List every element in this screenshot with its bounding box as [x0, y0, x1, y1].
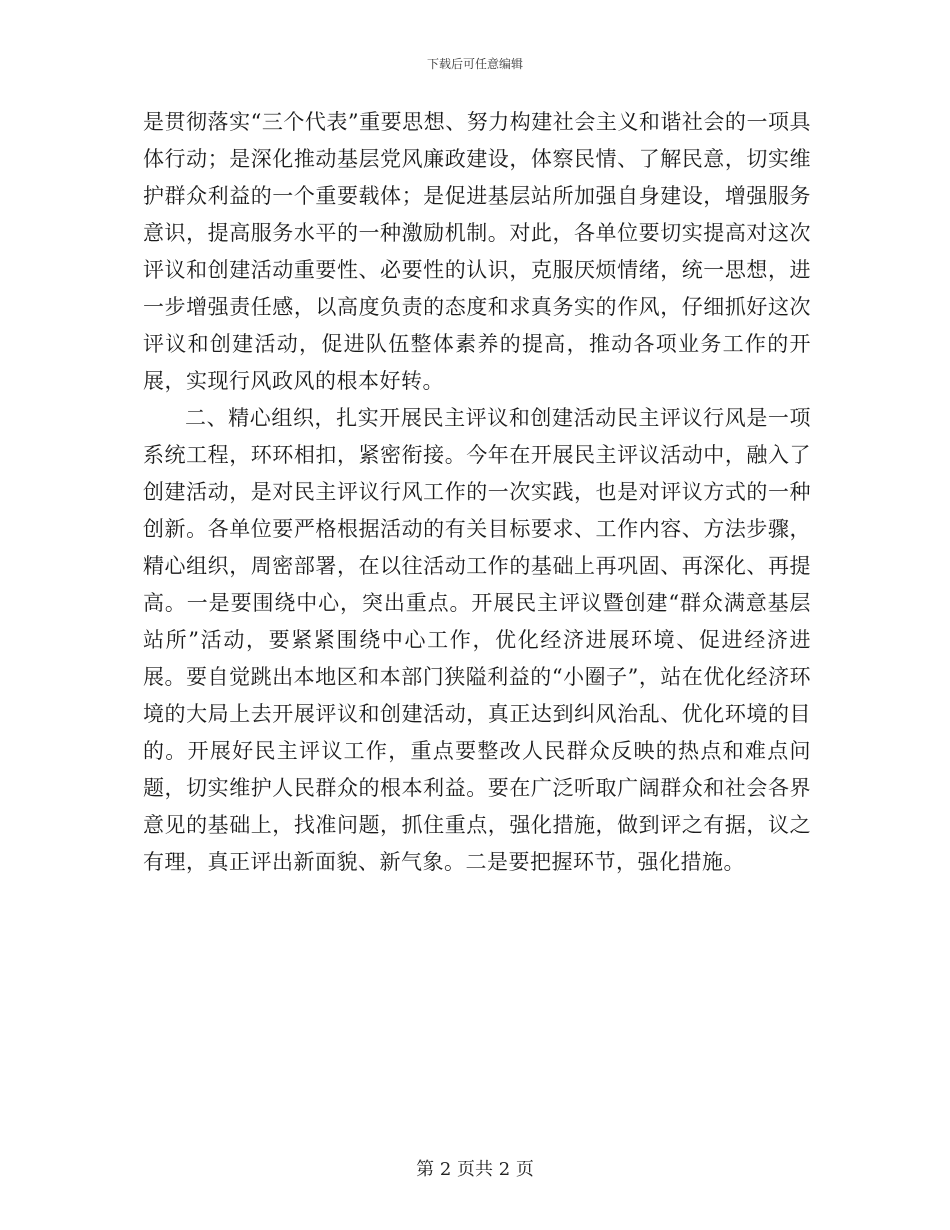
document-body [143, 104, 811, 881]
page-number-footer: 第 2 页共 2 页 [416, 1159, 534, 1180]
paragraph-section-two: 二、精心组织，扎实开展民主评议和创建活动民主评议行风是一项系统工程，环环相扣，紧密衔接。今年在开展民主评议活动中，融入了创建活动，是对民主评议行风工作的一次实践，也是对评议方式的一种创新。各单位要严格根据活动的有关目标要求、工作内容、方法步骤，精心组织，周密部署，在以往活动工作的基础上再巩固、再深化、再提高。一是要围绕中心，突出重点。开展民主评议暨创建“群众满意基层站所”活动，要紧紧围绕中心工作，优化经济进展环境、促进经济进展。要自觉跳出本地区和本部门狭隘利益的“小圈子”，站在优化经济环境的大局上去开展评议和创建活动，真正达到纠风治乱、优化环境的目的。开展好民主评议工作，重点要整改人民群众反映的热点和难点问题，切实维护人民群众的根本利益。要在广泛听取广阔群众和社会各界意见的基础上，找准问题，抓住重点，强化措施，做到评之有据，议之有理，真正评出新面貌、新气象。二是要把握环节，强化措施。 [143, 406, 811, 874]
paragraph-continuation: 是贯彻落实“三个代表”重要思想、努力构建社会主义和谐社会的一项具体行动；是深化推动基层党风廉政建设，体察民情、了解民意，切实维护群众利益的一个重要载体；是促进基层站所加强自身建设，增强服务意识，提高服务水平的一种激励机制。对此，各单位要切实提高对这次评议和创建活动重要性、必要性的认识，克服厌烦情绪，统一思想，进一步增强责任感，以高度负责的态度和求真务实的作风，仔细抓好这次评议和创建活动，促进队伍整体素养的提高，推动各项业务工作的开展，实现行风政风的根本好转。 [143, 110, 811, 393]
page-header-note: 下载后可任意编辑 [426, 57, 523, 71]
